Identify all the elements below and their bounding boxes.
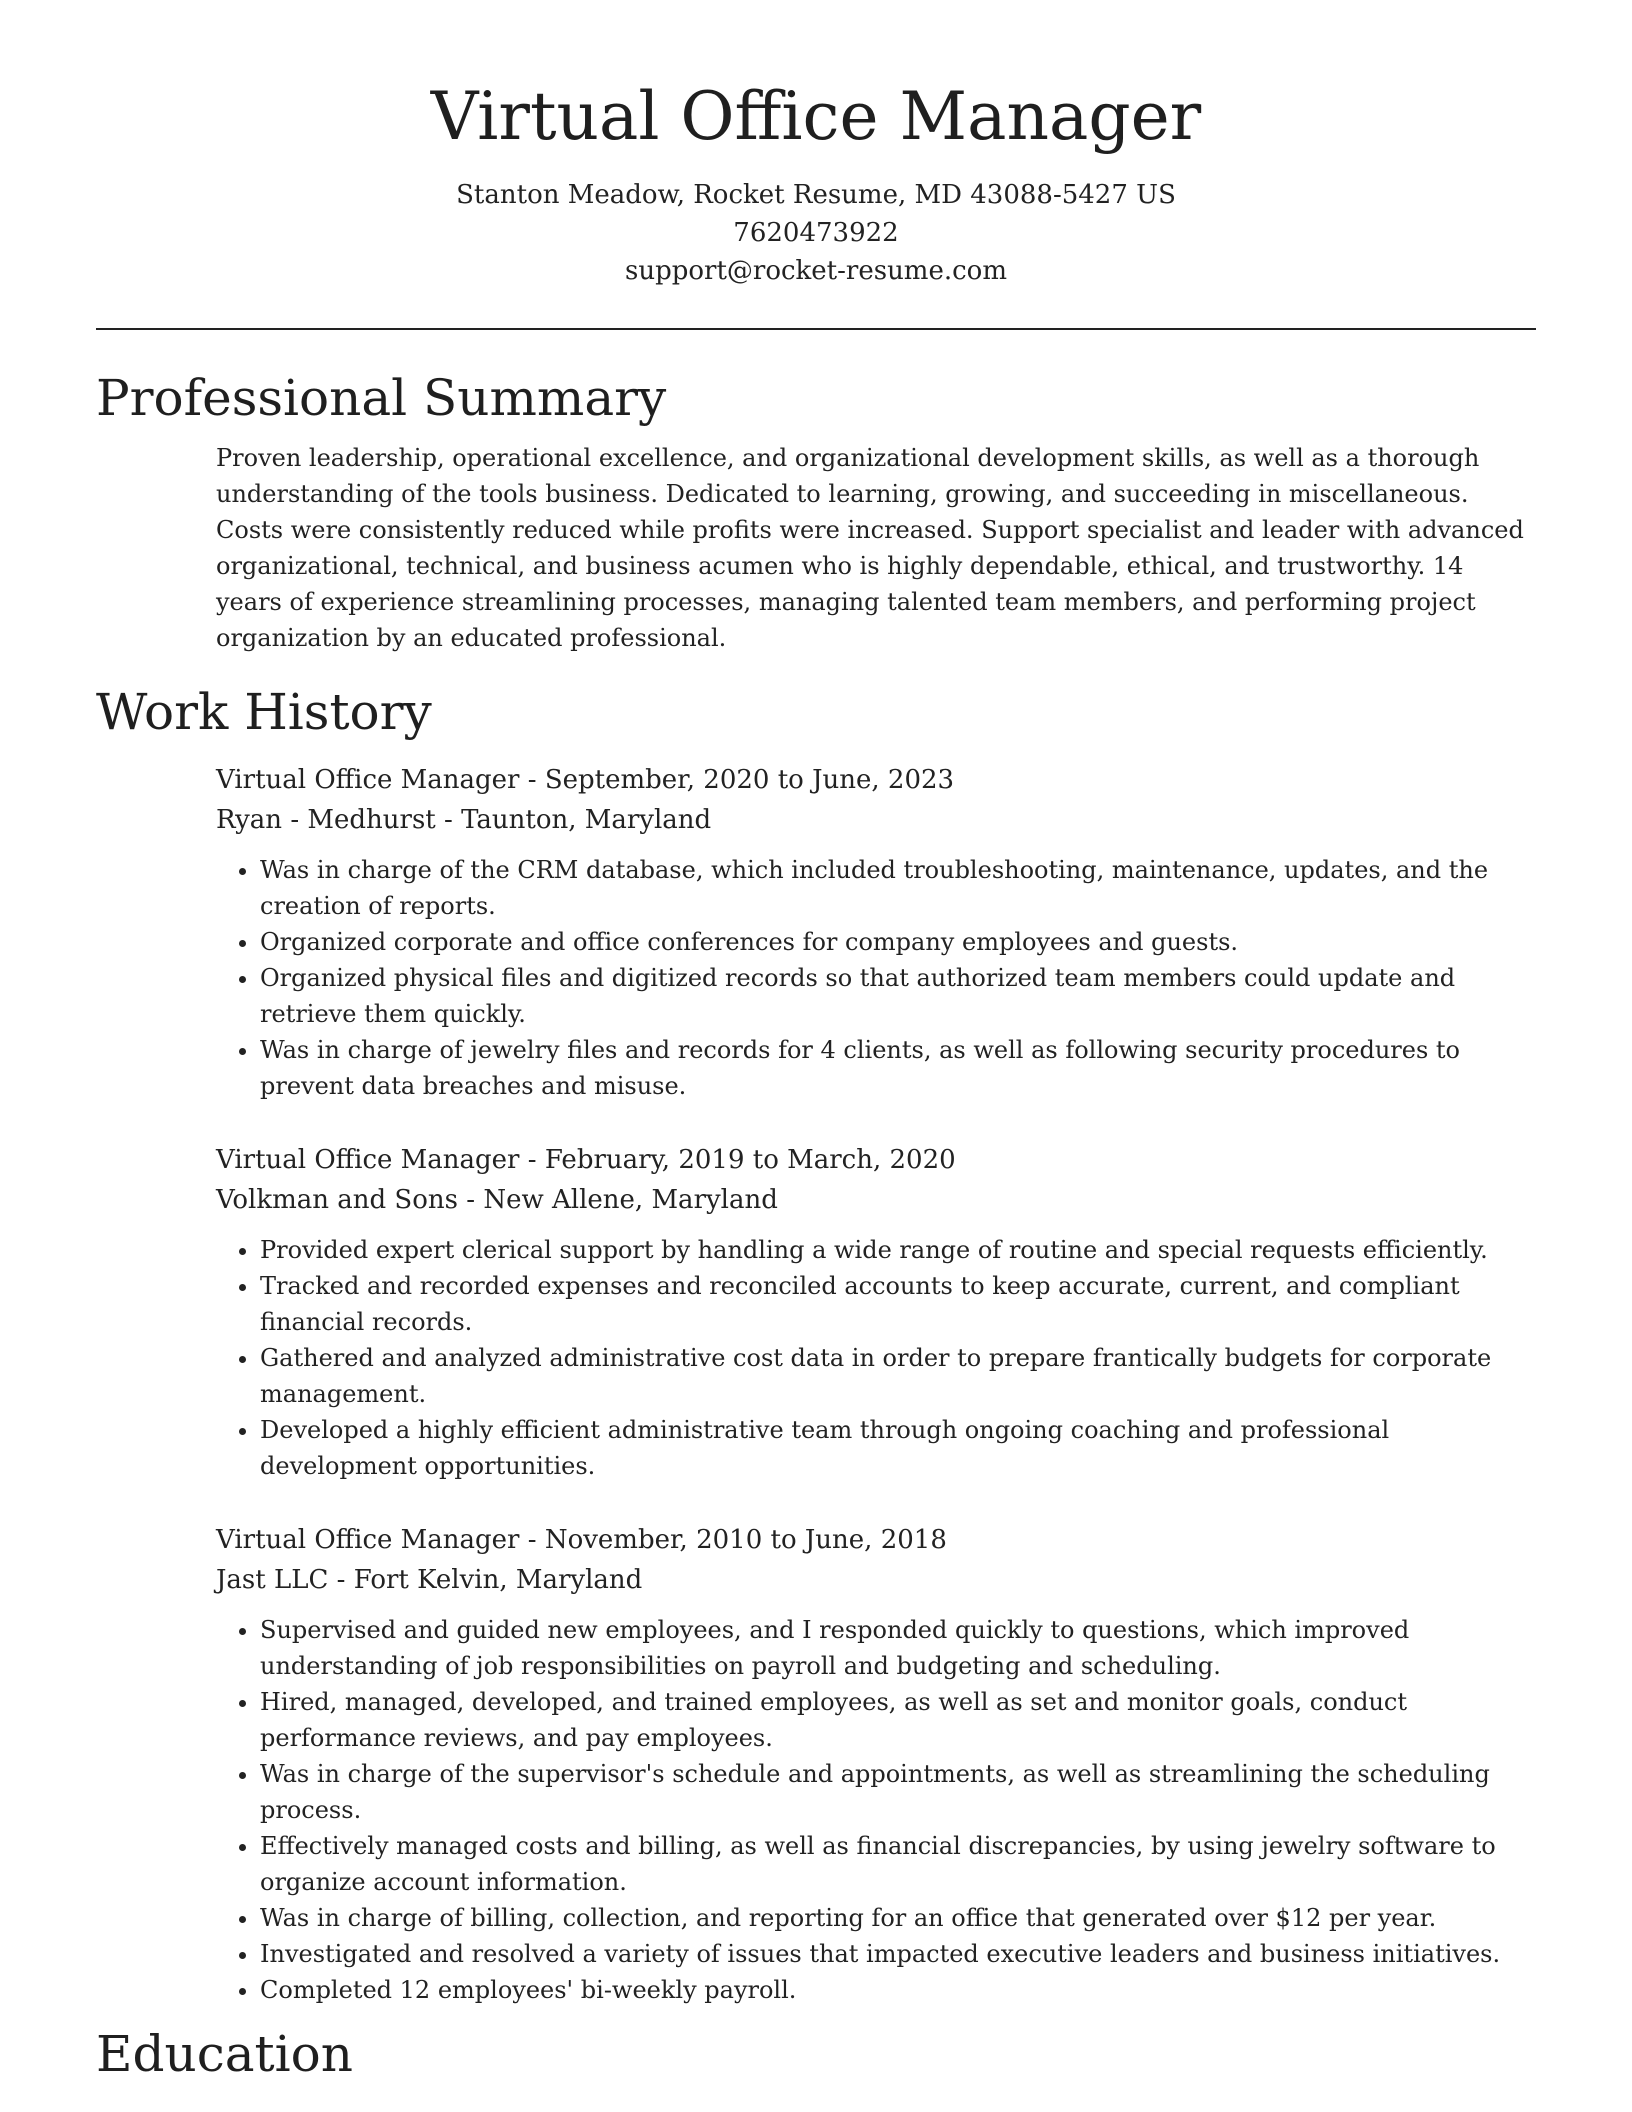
job-bullet: • Provided expert clerical support by handling a wide range of routine and special requests efficiently.: [260, 1232, 1536, 1268]
job-location: Fort Kelvin, Maryland: [353, 1565, 643, 1595]
job-bullet: • Supervised and guided new employees, and I responded quickly to questions, which improved understanding of job responsibilities on payroll and budgeting and scheduling.: [260, 1612, 1536, 1684]
job-bullet: • Investigated and resolved a variety of issues that impacted executive leaders and business initiatives.: [260, 1936, 1536, 1972]
job-bullet: • Organized corporate and office conferences for company employees and guests.: [260, 924, 1536, 960]
job-dates: November, 2010 to June, 2018: [544, 1525, 947, 1555]
header-divider: [96, 328, 1536, 330]
job-company: Ryan - Medhurst: [216, 805, 436, 835]
job-bullets: [216, 1232, 1536, 1484]
job-bullet: • Completed 12 employees' bi-weekly payroll.: [260, 1972, 1536, 2008]
job-separator: -: [519, 1525, 545, 1555]
resume-name: Virtual Office Manager: [430, 78, 1202, 155]
contact-block: [96, 176, 1536, 290]
job-separator: -: [435, 805, 462, 835]
job-dates: September, 2020 to June, 2023: [544, 765, 955, 795]
job-dates: February, 2019 to March, 2020: [544, 1145, 956, 1175]
contact-email: support@rocket-resume.com: [624, 256, 1007, 286]
job-bullet: • Effectively managed costs and billing, as well as financial discrepancies, by using jewelry software to organize account information.: [260, 1828, 1536, 1900]
job-bullet: • Hired, managed, developed, and trained employees, as well as set and monitor goals, conduct performance reviews, and pay employees.: [260, 1684, 1536, 1756]
job-entry: [216, 1140, 1536, 1484]
job-bullet: • Was in charge of billing, collection, and reporting for an office that generated over $12 per year.: [260, 1900, 1536, 1936]
summary-text: Proven leadership, operational excellence, and organizational development skills, as well as a thorough understanding of the tools business. Dedicated to learning, growing, and succeeding in miscellaneous. Costs were consistently reduced while profits were increased. Support specialist and leader with advanced organizational, technical, and business acumen who is highly dependable, ethical, and trustworthy. 14 years of experience streamlining processes, managing talented team members, and performing project organization by an educated professional.: [216, 444, 1524, 652]
contact-phone: 7620473922: [733, 218, 899, 248]
job-bullet: • Was in charge of jewelry files and records for 4 clients, as well as following security procedures to prevent data breaches and misuse.: [260, 1032, 1536, 1104]
job-bullet: • Tracked and recorded expenses and reconciled accounts to keep accurate, current, and compliant financial records.: [260, 1268, 1536, 1340]
education-title: Education: [96, 2025, 353, 2083]
job-bullet: • Developed a highly efficient administrative team through ongoing coaching and professional development opportunities.: [260, 1412, 1536, 1484]
job-separator: -: [458, 1185, 484, 1215]
job-separator: -: [519, 765, 545, 795]
job-company: Volkman and Sons: [216, 1185, 458, 1215]
job-separator: -: [328, 1565, 354, 1595]
job-entry: [216, 1520, 1536, 2008]
job-role: Virtual Office Manager: [216, 765, 520, 795]
work-history-title: Work History: [96, 683, 432, 741]
job-location: Taunton, Maryland: [461, 805, 712, 835]
job-separator: -: [519, 1145, 545, 1175]
job-bullets: [216, 852, 1536, 1104]
job-role: Virtual Office Manager: [216, 1145, 520, 1175]
job-company: Jast LLC: [216, 1565, 329, 1595]
job-bullet: • Was in charge of the supervisor's schedule and appointments, as well as streamlining the scheduling process.: [260, 1756, 1536, 1828]
job-bullet: • Gathered and analyzed administrative cost data in order to prepare frantically budgets for corporate management.: [260, 1340, 1536, 1412]
job-company-line: [216, 1560, 1536, 1600]
job-bullet: • Organized physical files and digitized records so that authorized team members could update and retrieve them quickly.: [260, 960, 1536, 1032]
resume-header: [96, 0, 1536, 290]
job-entry: [216, 760, 1536, 1104]
job-company-line: [216, 1180, 1536, 1220]
job-bullet: • Was in charge of the CRM database, which included troubleshooting, maintenance, updates, and the creation of reports.: [260, 852, 1536, 924]
resume-page: [96, 0, 1536, 2084]
job-location: New Allene, Maryland: [483, 1185, 778, 1215]
contact-address: Stanton Meadow, Rocket Resume, MD 43088-5427 US: [456, 180, 1176, 210]
job-title-line: [216, 1520, 1536, 1560]
job-bullets: [216, 1612, 1536, 2008]
job-title-line: [216, 760, 1536, 800]
job-company-line: [216, 800, 1536, 840]
job-title-line: [216, 1140, 1536, 1180]
summary-title: Professional Summary: [96, 369, 667, 427]
job-role: Virtual Office Manager: [216, 1525, 520, 1555]
